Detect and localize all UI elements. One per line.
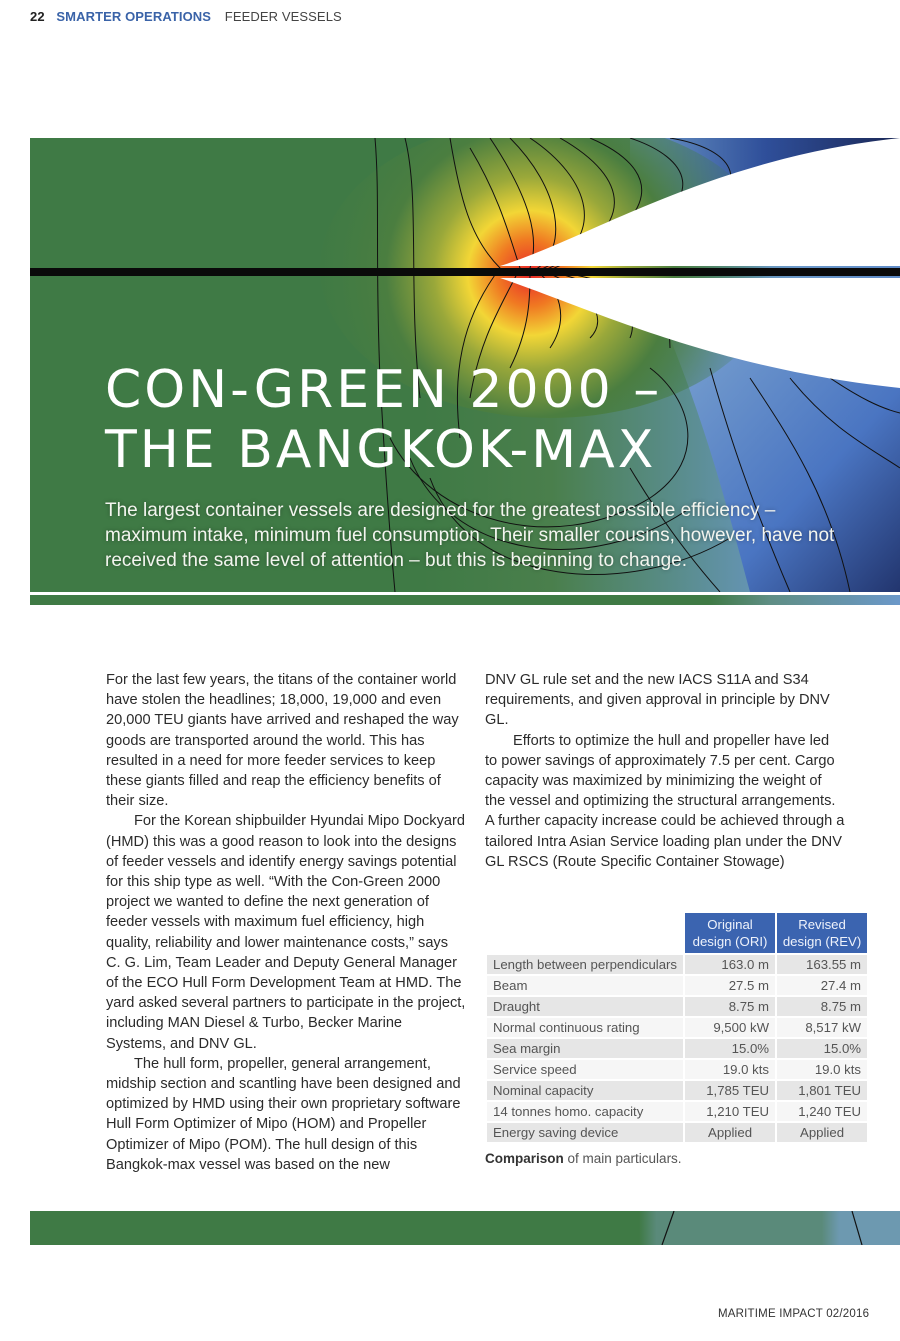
caption-rest: of main particulars. [563,1151,682,1166]
hero-image [30,138,900,592]
paragraph: DNV GL rule set and the new IACS S11A and S34 requirements, and given approval in principle by DNV GL. [485,672,830,729]
footer-image-band [30,1211,900,1245]
folio: MARITIME IMPACT 02/2016 [718,1308,870,1320]
page-number: 22 [30,9,45,24]
body-column-left [106,670,466,1175]
table-row [487,1018,867,1037]
row-label: Length between perpendiculars [487,955,683,974]
paragraph: For the Korean shipbuilder Hyundai Mipo Dockyard (HMD) this was a good reason to look into the designs of feeder vessels and identify energy savings potential for this ship type as well. “With the Con-Green 2000 project we wanted to define the next generation of feeder vessels with maximum fuel efficiency, high quality, reliability and lower maintenance costs,” says C. G. Lim, Team Leader and Deputy General Manager of the ECO Hull Form Development Team at HMD. The yard asked several partners to participate in the project, including MAN Diesel & Turbo, Becker Marine Systems, and DNV GL. [106,813,466,1052]
hero-divider-stripe [30,595,900,605]
table-row [487,1123,867,1142]
paragraph: For the last few years, the titans of the container world have stolen the headlines; 18,000, 19,000 and even 20,000 TEU giants have arrived and reshaped the way goods are transported around the world. This has resulted in a need for more feeder services to keep these giants filled and reap the efficiency benefits of their size. [106,672,459,810]
table-row [487,1039,867,1058]
caption-bold: Comparison [485,1151,564,1166]
row-ori-value: 19.0 kts [685,1060,775,1079]
article-title [105,360,662,480]
paragraph: The hull form, propeller, general arrangement, midship section and scantling have been designed and optimized by HMD using their own proprietary software Hull Form Optimizer of Mipo (HOM) and Propeller Optimizer of Mipo (POM). The hull design of this Bangkok-max vessel was based on the new [106,1055,461,1173]
contour-line-decoration [30,1211,900,1245]
article-lede: The largest container vessels are designed for the greatest possible efficiency – maximum intake, minimum fuel consumption. Their smaller cousins, however, have not received the same level of attention – but this is beginning to change. [105,500,835,571]
table-row [487,955,867,974]
row-label: Sea margin [487,1039,683,1058]
subsection-label: FEEDER VESSELS [224,9,342,24]
row-rev-value: 1,240 TEU [777,1102,867,1121]
row-ori-value: 9,500 kW [685,1018,775,1037]
section-label: SMARTER OPERATIONS [56,9,212,24]
row-rev-value: Applied [777,1123,867,1142]
table-row [487,1081,867,1100]
row-ori-value: 15.0% [685,1039,775,1058]
row-label: Nominal capacity [487,1081,683,1100]
row-rev-value: 27.4 m [777,976,867,995]
title-line-2: THE BANGKOK-MAX [105,420,657,480]
row-label: Draught [487,997,683,1016]
table-header-original: Original design (ORI) [685,913,775,953]
row-ori-value: 1,210 TEU [685,1102,775,1121]
row-rev-value: 15.0% [777,1039,867,1058]
body-column-right [485,670,845,872]
table-header-blank [487,913,683,953]
row-ori-value: 8.75 m [685,997,775,1016]
row-rev-value: 19.0 kts [777,1060,867,1079]
table-row [487,997,867,1016]
table-header-row [487,913,867,953]
row-ori-value: Applied [685,1123,775,1142]
row-label: Energy saving device [487,1123,683,1142]
table-row [487,976,867,995]
paragraph: Efforts to optimize the hull and propeller have led to power savings of approximately 7.5 per cent. Cargo capacity was maximized by minimizing the weight of the vessel and optimizing the structural arrangements. A further capacity increase could be achieved through a tailored Intra Asian Service loading plan under the DNV GL RSCS (Route Specific Container Stowage) [485,732,845,870]
particulars-table [485,911,869,1144]
running-head [30,9,342,24]
row-label: Normal continuous rating [487,1018,683,1037]
table-caption [485,1151,682,1166]
row-label: Service speed [487,1060,683,1079]
row-rev-value: 8,517 kW [777,1018,867,1037]
row-ori-value: 27.5 m [685,976,775,995]
row-rev-value: 163.55 m [777,955,867,974]
row-rev-value: 8.75 m [777,997,867,1016]
row-label: 14 tonnes homo. capacity [487,1102,683,1121]
row-ori-value: 163.0 m [685,955,775,974]
table-header-revised: Revised design (REV) [777,913,867,953]
row-rev-value: 1,801 TEU [777,1081,867,1100]
table-row [487,1060,867,1079]
row-ori-value: 1,785 TEU [685,1081,775,1100]
title-line-1: CON-GREEN 2000 – [105,360,663,420]
table-row [487,1102,867,1121]
row-label: Beam [487,976,683,995]
